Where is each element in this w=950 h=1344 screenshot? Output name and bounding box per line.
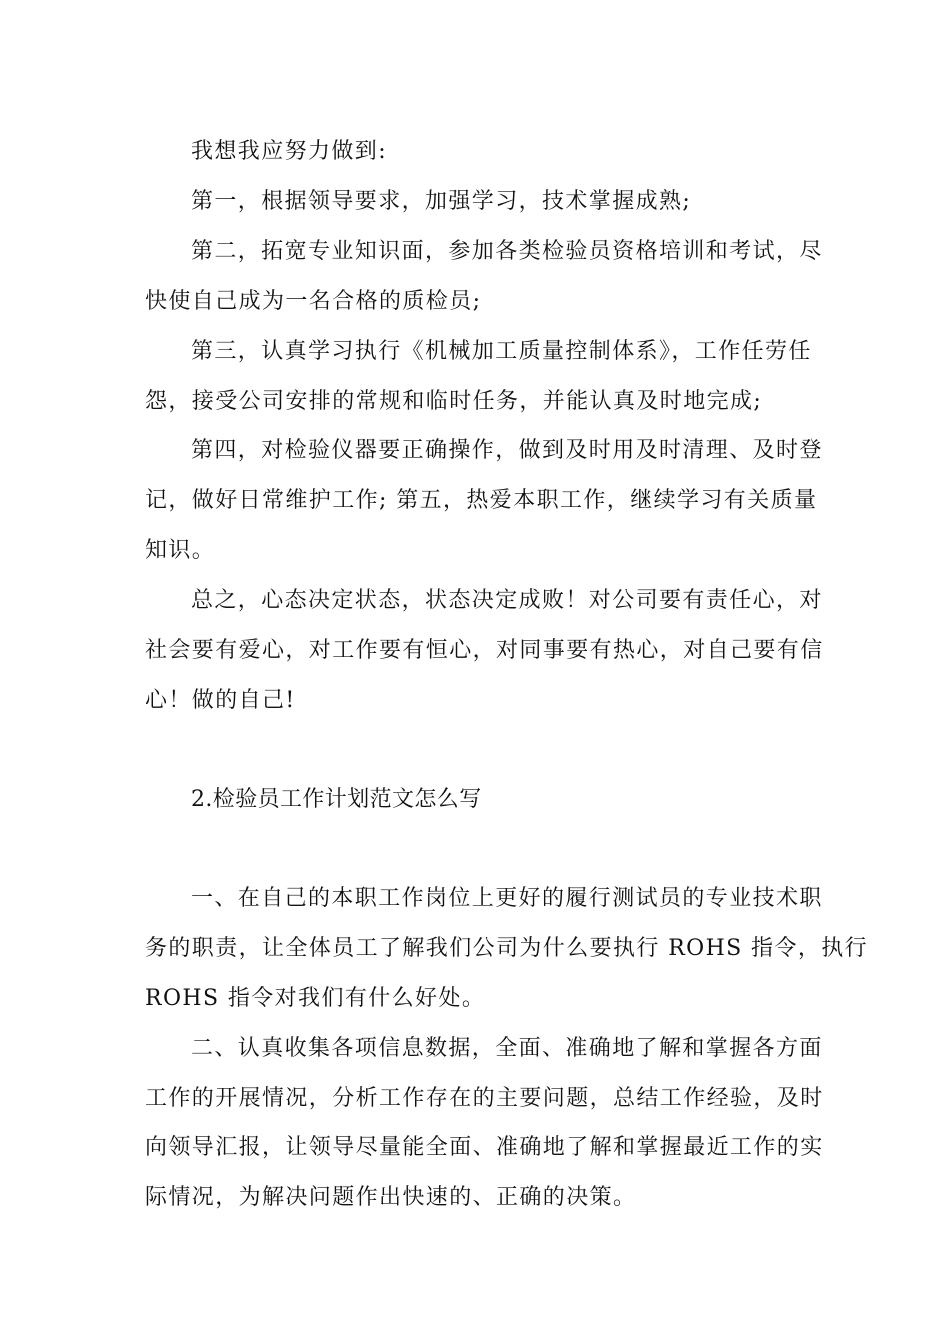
summary-line-2: 社会要有爱心，对工作要有恒心，对同事要有热心，对自己要有信 <box>145 638 824 663</box>
point-4-line-3: 知识。 <box>145 538 216 563</box>
item-2-line-3: 向领导汇报，让领导尽量能全面、准确地了解和掌握最近工作的实 <box>145 1135 824 1160</box>
item-1-line-3: ROHS 指令对我们有什么好处。 <box>145 986 486 1011</box>
item-1-line-1: 一、在自己的本职工作岗位上更好的履行测试员的专业技术职 <box>191 886 823 911</box>
section-heading: 2.检验员工作计划范文怎么写 <box>191 787 482 812</box>
point-1-line: 第一，根据领导要求，加强学习，技术掌握成熟; <box>191 189 692 214</box>
point-3-line-1: 第三，认真学习执行《机械加工质量控制体系》，工作任劳任 <box>191 339 812 364</box>
item-2-line-4: 际情况，为解决问题作出快速的、正确的决策。 <box>145 1185 637 1210</box>
intro-line: 我想我应努力做到: <box>191 139 388 164</box>
summary-line-3: 心！做的自己! <box>145 688 296 713</box>
point-2-line-1: 第二，拓宽专业知识面，参加各类检验员资格培训和考试，尽 <box>191 239 823 264</box>
item-2-line-2: 工作的开展情况，分析工作存在的主要问题，总结工作经验，及时 <box>145 1086 824 1111</box>
point-3-line-2: 怨，接受公司安排的常规和临时任务，并能认真及时地完成; <box>145 389 763 414</box>
summary-line-1: 总之，心态决定状态，状态决定成败！对公司要有责任心，对 <box>191 588 823 613</box>
item-2-line-1: 二、认真收集各项信息数据，全面、准确地了解和掌握各方面 <box>191 1036 823 1061</box>
item-1-line-2: 务的职责，让全体员工了解我们公司为什么要执行 ROHS 指令，执行 <box>145 936 869 961</box>
point-4-line-1: 第四，对检验仪器要正确操作，做到及时用及时清理、及时登 <box>191 438 823 463</box>
point-2-line-2: 快使自己成为一名合格的质检员; <box>145 289 482 314</box>
point-4-line-2: 记，做好日常维护工作; 第五，热爱本职工作，继续学习有关质量 <box>145 488 818 513</box>
